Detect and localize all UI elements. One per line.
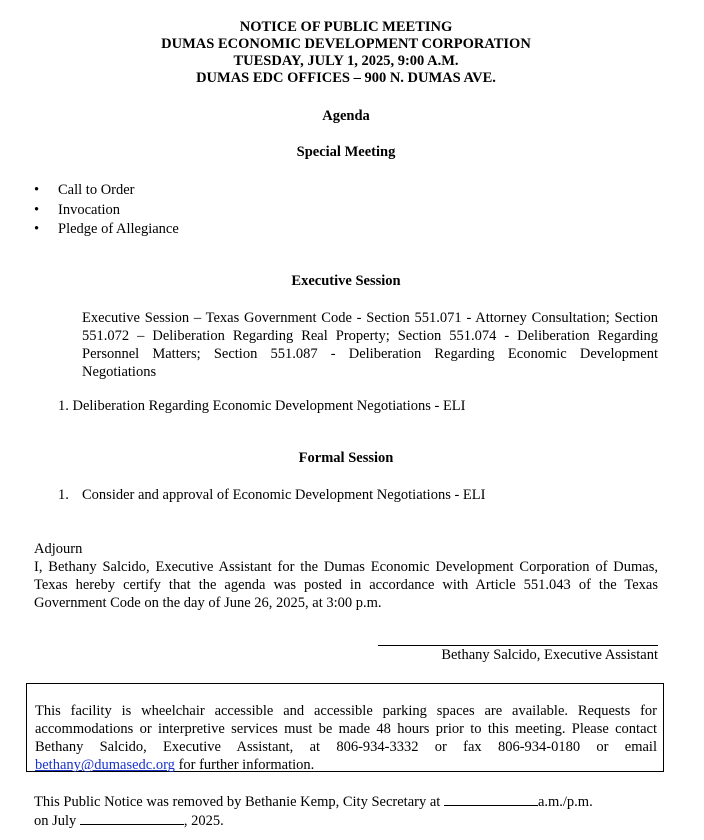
accessibility-text: This facility is wheelchair accessible and accessible parking spaces are available. Requests for accommodations or interpretive services must be made 48 hours prior to this meeting. Please contact Bethany Salcido, Executive Assistant, at 806-934-3332 or fax 806-934-0180 or email	[35, 703, 657, 755]
accessibility-notice-box	[26, 683, 664, 772]
meeting-datetime: TUESDAY, JULY 1, 2025, 9:00 A.M.	[233, 53, 459, 69]
time-suffix: a.m./p.m.	[537, 794, 593, 810]
bullet-icon: •	[34, 182, 40, 198]
agenda-heading: Agenda	[322, 108, 370, 124]
accessibility-notice	[35, 702, 657, 774]
opening-items-list	[34, 181, 179, 240]
list-item	[34, 181, 179, 201]
executive-session-item: 1. Deliberation Regarding Economic Development Negotiations - ELI	[58, 398, 466, 414]
adjourn-label: Adjourn	[34, 541, 83, 557]
meeting-location: DUMAS EDC OFFICES – 900 N. DUMAS AVE.	[196, 70, 496, 86]
list-item-label: Pledge of Allegiance	[58, 221, 179, 237]
bullet-icon: •	[34, 221, 40, 237]
list-item-label: Invocation	[58, 201, 121, 218]
removal-notice	[34, 792, 664, 830]
organization-name: DUMAS ECONOMIC DEVELOPMENT CORPORATION	[161, 36, 531, 52]
removal-text: This Public Notice was removed by Bethanie Kemp, City Secretary at	[34, 794, 444, 810]
notice-header	[0, 19, 692, 87]
item-text: Consider and approval of Economic Development Negotiations - ELI	[82, 487, 486, 503]
accessibility-text-end: for further information.	[174, 757, 315, 773]
date-blank	[80, 811, 184, 825]
list-item-label: Call to Order	[58, 182, 135, 198]
formal-session-item	[58, 486, 485, 504]
time-blank	[444, 792, 538, 806]
list-item	[34, 201, 179, 221]
notice-title: NOTICE OF PUBLIC MEETING	[239, 19, 453, 35]
executive-session-description: Executive Session – Texas Government Code - Section 551.071 - Attorney Consultation; Section 551.072 – Deliberation Regarding Real Property; Section 551.074 - Deliberation Regarding Personnel Matters; Section 551.087 - Deliberation Regarding Economic Development Negotiations	[82, 310, 658, 380]
certification-statement: I, Bethany Salcido, Executive Assistant for the Dumas Economic Development Corporation of Dumas, Texas hereby certify that the agenda was posted in accordance with Article 551.043 of the Texas Government Code on the day of June 26, 2025, at 3:00 p.m.	[34, 559, 658, 611]
list-item	[34, 220, 179, 240]
formal-session-heading: Formal Session	[298, 450, 394, 466]
bullet-icon: •	[34, 201, 40, 218]
email-link[interactable]: bethany@dumasedc.org	[35, 757, 175, 773]
meeting-type-heading: Special Meeting	[296, 144, 396, 160]
date-prefix: on July	[34, 813, 80, 829]
date-suffix: , 2025.	[183, 813, 224, 829]
signature-name: Bethany Salcido, Executive Assistant	[441, 647, 658, 663]
item-number: 1.	[58, 487, 69, 503]
executive-session-heading: Executive Session	[291, 273, 401, 289]
